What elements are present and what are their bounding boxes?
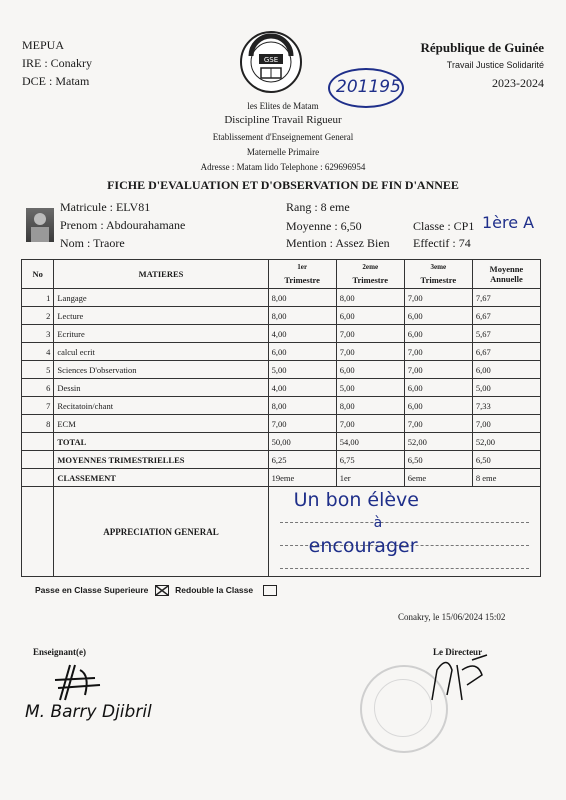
student-photo <box>26 208 54 242</box>
redouble-checkbox[interactable] <box>263 585 277 596</box>
school-logo <box>239 30 303 94</box>
school-level: Maternelle Primaire <box>246 147 320 157</box>
appreciation-hand-1: Un bon élève <box>293 489 419 511</box>
ire-label: IRE : Conakry <box>22 56 92 70</box>
appreciation-row <box>22 487 541 577</box>
ministry-label: MEPUA <box>22 38 65 52</box>
table-row: 5 Sciences D'observation 5,00 6,00 7,00 6,00 <box>22 361 541 379</box>
table-row: 3 Ecriture 4,00 7,00 6,00 5,67 <box>22 325 541 343</box>
school-slogan: Discipline Travail Rigueur <box>224 114 342 126</box>
col-header-matieres: MATIERES <box>54 260 268 289</box>
decision-line <box>35 585 277 596</box>
school-address: Adresse : Matam lido Telephone : 629696954 <box>200 162 366 172</box>
table-row: 7 Recitatoin/chant 8,00 8,00 6,00 7,33 <box>22 397 541 415</box>
appreciation-hand-2: à <box>373 515 383 531</box>
classement-row: CLASSEMENT 19eme 1er 6eme 8 eme <box>22 469 541 487</box>
total-row: TOTAL 50,00 54,00 52,00 52,00 <box>22 433 541 451</box>
passe-label: Passe en Classe Superieure <box>35 585 149 595</box>
teacher-name: M. Barry Djibril <box>25 702 152 722</box>
school-type: Etablissement d'Enseignement General <box>212 132 354 142</box>
student-nom: Nom : Traore <box>60 236 125 250</box>
appreciation-cell <box>268 487 540 577</box>
col-header-t1: $^{1er}$ Trimestre <box>268 260 336 289</box>
handwritten-class: 1ère A <box>482 213 535 232</box>
logo-text: GSE <box>263 56 279 64</box>
table-row: 6 Dessin 4,00 5,00 6,00 5,00 <box>22 379 541 397</box>
student-matricule: Matricule : ELV81 <box>60 200 151 214</box>
col-header-t3: $^{3eme}$ Trimestre <box>404 260 472 289</box>
student-prenom: Prenom : Abdourahamane <box>60 218 186 232</box>
handwritten-number: 201195 <box>336 77 401 97</box>
director-signature <box>422 650 492 715</box>
student-classe: Classe : CP1 <box>413 219 475 233</box>
col-header-moyenne: Moyenne Annuelle <box>472 260 540 289</box>
student-rang: Rang : 8 eme <box>286 200 350 214</box>
table-row: 4 calcul ecrit 6,00 7,00 7,00 6,67 <box>22 343 541 361</box>
col-header-t2: $^{2eme}$ Trimestre <box>336 260 404 289</box>
grades-table <box>21 259 541 577</box>
table-row: 2 Lecture 8,00 6,00 6,00 6,67 <box>22 307 541 325</box>
redouble-label: Redouble la Classe <box>175 585 254 595</box>
table-row: 8 ECM 7,00 7,00 7,00 7,00 <box>22 415 541 433</box>
passe-checkbox[interactable] <box>155 585 169 596</box>
country-label: République de Guinée <box>420 40 544 55</box>
school-name: les Elites de Matam <box>247 101 319 111</box>
table-row: 1 Langage 8,00 8,00 7,00 7,67 <box>22 289 541 307</box>
year-label: 2023-2024 <box>492 76 544 90</box>
directeur-label: Le Directeur <box>433 647 483 657</box>
student-moyenne: Moyenne : 6,50 <box>286 219 362 233</box>
student-effectif: Effectif : 74 <box>413 236 471 250</box>
date-label: Conakry, le 15/06/2024 15:02 <box>398 612 506 622</box>
enseignant-label: Enseignant(e) <box>33 647 87 657</box>
appreciation-hand-3: encourager <box>308 535 418 557</box>
moyennes-row: MOYENNES TRIMESTRIELLES 6,25 6,75 6,50 6,50 <box>22 451 541 469</box>
dce-label: DCE : Matam <box>22 74 90 88</box>
col-header-no: No <box>22 260 54 289</box>
motto-label: Travail Justice Solidarité <box>446 60 544 70</box>
page-title: FICHE D'EVALUATION ET D'OBSERVATION DE FIN D'ANNEE <box>107 178 459 192</box>
student-mention: Mention : Assez Bien <box>286 236 390 250</box>
appreciation-label: APPRECIATION GENERAL <box>54 487 268 577</box>
